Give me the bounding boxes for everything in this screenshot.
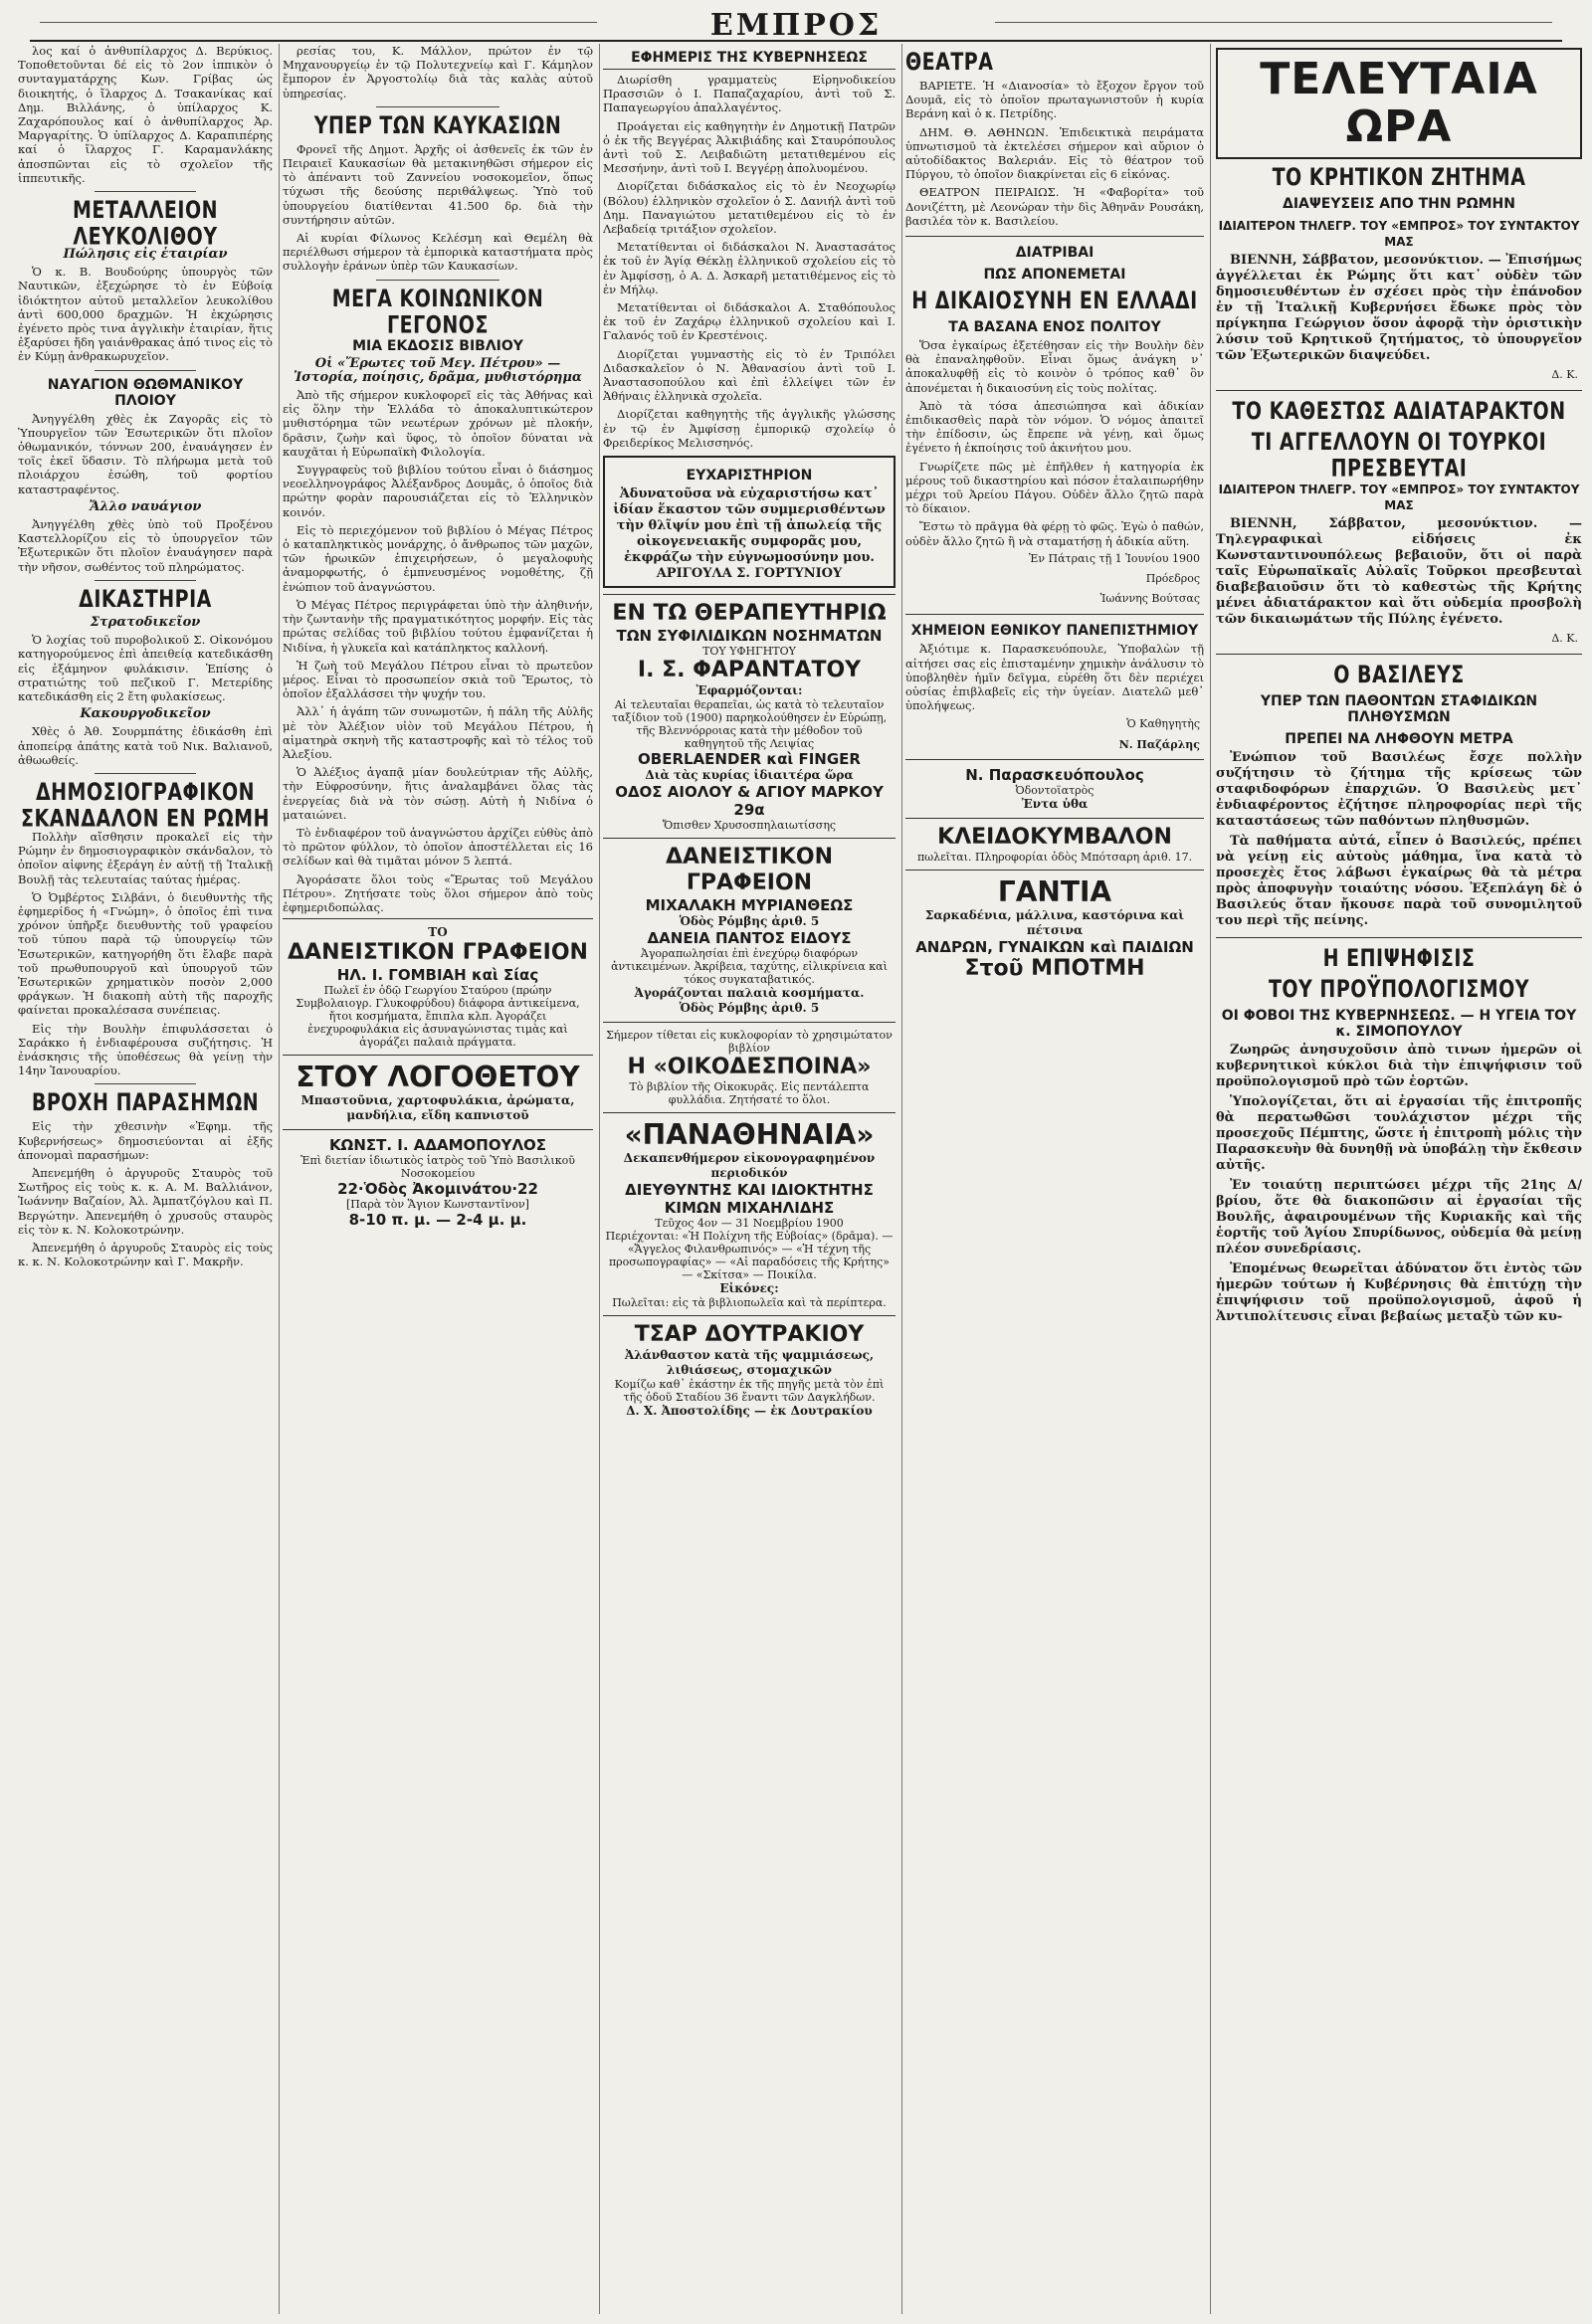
advertisement-gantia xyxy=(905,870,1204,988)
divider xyxy=(376,106,500,107)
article-text: Ἐνώπιον τοῦ Βασιλέως ἔσχε πολλὴν συζήτησιν τὸ ζήτημα τῆς κρίσεως τῶν σταφιδοφόρων ἐπαρχιῶν. Ὁ Βασιλεὺς μετ᾽ ἐνδιαφέροντος ἐζήτησε πληροφορίας περὶ τῆς καταστάσεως τῶν παθόντων πληθυσμῶν. xyxy=(1216,750,1582,830)
article-text: Εἰς τὸ περιεχόμενον τοῦ βιβλίου ὁ Μέγας Πέτρος ὁ καταπληκτικὸς μονάρχης, ὁ ἄνθρωπος τῶν μαχῶν, τῶν ἡρωικῶν ἐπιχειρήσεων, ὁ μεγαλοφυὴς ἀναμορφωτής, ὁ ἐμπνευσμένος νομοθέτης, ζῇ ἐνώπιον τοῦ ἀναγνώστου. xyxy=(283,522,593,594)
advertisement-kleidokymvalon xyxy=(905,818,1204,870)
signature-place: Ἐν Πάτραις τῇ 1 Ἰουνίου 1900 xyxy=(1028,551,1200,565)
advertisement-oikodespoina xyxy=(603,1022,896,1112)
headline-gegonos: ΜΕΓΑ ΚΟΙΝΩΝΙΚΟΝ ΓΕΓΟΝΟΣ xyxy=(331,285,544,339)
headline-efimeris: ΕΦΗΜΕΡΙΣ ΤΗΣ ΚΥΒΕΡΝΗΣΕΩΣ xyxy=(603,50,896,70)
ad-line: Σήμερον τίθεται εἰς κυκλοφορίαν τὸ χρησιμώτατον βιβλίον xyxy=(606,1029,893,1056)
column-2 xyxy=(283,44,600,2314)
article-text: Διορίζεται καθηγητὴς τῆς ἀγγλικῆς γλώσσης ἐν τῷ ἐν Ἀμφίσσῃ ἐμπορικῷ σχολείῳ ὁ Φρειδερίκος Μελισσηνός. xyxy=(603,407,896,450)
article-text: Ἀνηγγέλθη χθὲς ὑπὸ τοῦ Προξένου Καστελλορίζου εἰς τὸ ὑπουργεῖον τῶν Ἐξωτερικῶν ὅτι πλοῖον ἐναυάγησεν παρὰ τὴν νῆσον, σωθέντος τοῦ πληρώματος. xyxy=(18,517,273,574)
divider xyxy=(376,280,500,281)
ad-title: Η «ΟΙΚΟΔΕΣΠΟΙΝΑ» xyxy=(627,1055,872,1080)
ad-line: OBERLAENDER καὶ FINGER xyxy=(638,750,861,769)
ad-title: ΔΑΝΕΙΣΤΙΚΟΝ ΓΡΑΦΕΙΟΝ xyxy=(665,845,834,896)
ad-body: Περιέχονται: «Ἡ Πολίχνη τῆς Εὐβοίας» (δρᾶμα). — «Ἄγγελος Φιλανθρωπινός» — «Ἡ τέχνη τῆς προσωπογραφίας» — «Αἱ παραδόσεις τῆς Κρήτης» — «Σκίτσα» — Ποικίλα. xyxy=(605,1230,894,1282)
article-text: ΒΙΕΝΝΗ, Σάββατον, μεσονύκτιον. — Τηλεγραφικαὶ εἰδήσεις ἐκ Κωνσταντινουπόλεως βεβαιοῦν, ὅτι οἱ παρὰ ταῖς Εὐρωπαϊκαῖς Αὐλαῖς Τοῦρκοι πρεσβευταὶ διαβεβαιοῦσιν ὅτι τὸ καθεστὼς τῆς Κρήτης μένει ἀδιατάρακτον καὶ ὅτι οὐδεμία προσβολὴ τῶν δικαιωμάτων τῆς Πύλης ἐγένετο. xyxy=(1216,516,1582,628)
ad-title: ΓΑΝΤΙΑ xyxy=(997,874,1112,908)
ad-line: ΤΩΝ ΣΥΦΙΛΙΔΙΚΩΝ ΝΟΣΗΜΑΤΩΝ xyxy=(616,627,883,646)
divider xyxy=(95,1083,196,1084)
ad-line: Σαρκαδένια, μάλλινα, καστόρινα καὶ πέτσινα xyxy=(924,907,1185,937)
book-title: Οἱ «Ἔρωτες τοῦ Μεγ. Πέτρου» — Ἱστορία, ποίησις, δρᾶμα, μυθιστόρημα xyxy=(294,355,582,385)
headline-navagion: ΝΑΥΑΓΙΟΝ ΘΩΘΜΑΝΙΚΟΥ ΠΛΟΙΟΥ xyxy=(47,376,244,409)
headline-theatra: ΘΕΑΤΡΑ xyxy=(905,48,994,77)
signature-role: Πρόεδρος xyxy=(1145,572,1200,586)
subheadline: ΟΙ ΦΟΒΟΙ ΤΗΣ ΚΥΒΕΡΝΗΣΕΩΣ. — Η ΥΓΕΙΑ ΤΟΥ κ. ΣΙΜΟΠΟΥΛΟΥ xyxy=(1221,1008,1577,1041)
article-text: Φρονεῖ τῆς Δημοτ. Ἀρχῆς οἱ ἀσθενεῖς ἐκ τῶν ἐν Πειραιεῖ Καυκασίων θὰ μετακινηθῶσι σήμερον εἰς τὸ ἀπέναντι τοῦ Ζαννείου νοσοκομεῖον, ὅπως τύχωσι τῆς δεούσης περιθάλψεως. Ὑπὸ τοῦ ὑπουργείου διατίθενται 41.500 δρ. διὰ τὴν συντήρησιν αὐτῶν. xyxy=(283,141,593,227)
advertisement-adamopoulos xyxy=(283,1129,593,1235)
column-1 xyxy=(18,44,280,2314)
ad-line: ΗΛ. Ι. ΓΟΜΒΙΑΗ καὶ Σίας xyxy=(336,966,539,985)
ad-line: Δεκαπενθήμερον εἰκονογραφημένον περιοδικόν xyxy=(623,1151,876,1181)
article-text: Ὁ λοχίας τοῦ πυροβολικοῦ Σ. Οἰκονόμου κατηγορούμενος ἐπὶ ἀπειθείᾳ κατεδικάσθη εἰς ἑξάμηνον φυλάκισιν. Ἐπίσης ὁ στρατιώτης τοῦ πεζικοῦ Γ. Μετερίδης κατεδικάσθη εἰς 2 ἔτη φυλακίσεως. xyxy=(18,633,273,703)
ad-line: ΟΔΟΣ ΑΙΟΛΟΥ & ΑΓΙΟΥ ΜΑΡΚΟΥ 29α xyxy=(615,783,884,820)
signature-name: Ν. Παζάρλης xyxy=(1118,737,1200,751)
advertisement-daneistikon xyxy=(283,918,593,1055)
divider xyxy=(905,614,1204,615)
article-text: Ἀνηγγέλθη χθὲς ἐκ Ζαγορᾶς εἰς τὸ Ὑπουργεῖον τῶν Ἐσωτερικῶν ὅτι πλοῖον ὀθωμανικόν, τόννων 200, ἐναυάγησεν ἐν τοῖς ἐκεῖ ὕδασιν. Τὸ πλήρωμα μετὰ τοῦ πλοιάρχου ἐσώθη, τοῦ φορτίου καταστραφέντος. xyxy=(18,411,273,496)
article-text: Ἀπὸ τῆς σήμερον κυκλοφορεῖ εἰς τὰς Ἀθήνας καὶ εἰς ὅλην τὴν Ἑλλάδα τὸ ἀποκαλυπτικώτερον μυθιστόρημα τῶν νεωτέρων χρόνων μὲ πλοκήν, δρᾶσιν, ζωὴν καὶ ὕφος, τὸ ὁποῖον δύναται νὰ καυχᾶται ἡ Εὐρωπαϊκὴ Φιλολογία. xyxy=(283,388,593,459)
divider xyxy=(1216,654,1582,655)
ad-line: Μπαστοῦνια, χαρτοφυλάκια, ἀρώματα, μανδήλια, εἴδη καπνιστοῦ xyxy=(300,1093,575,1123)
ad-title: ΕΝ ΤΩ ΘΕΡΑΠΕΥΤΗΡΙΩ xyxy=(612,601,887,627)
ad-line: Ἀλάνθαστον κατὰ τῆς ψαμμιάσεως, λιθιάσεως, στομαχικῶν xyxy=(624,1348,875,1378)
article-text: Διορίζεται γυμναστὴς εἰς τὸ ἐν Τριπόλει Διδασκαλεῖον ὁ Ν. Ἀθανασίου ἀντὶ τοῦ Ι. Ἀναστασοπούλου καὶ ἐπὶ ἐλλείψει τῶν ἐν Ἀθήναις ἑλληνικὰ σχολεῖα. xyxy=(603,346,896,404)
headline-dikastiria: ΔΙΚΑΣΤΗΡΙΑ xyxy=(79,585,212,614)
ad-line: ΚΙΜΩΝ ΜΙΧΑΗΛΙΔΗΣ xyxy=(664,1199,835,1218)
ad-title: Ν. Παρασκευόπουλος xyxy=(965,765,1144,784)
article-text: Ἀπενεμήθη ὁ ἀργυροῦς Σταυρὸς εἰς τοὺς κ. κ. Ν. Κολοκοτρώνην καὶ Γ. Μακρῆν. xyxy=(18,1241,273,1269)
ad-body: Ἀγοραπωλησίαι ἐπὶ ἐνεχύρῳ διαφόρων ἀντικειμένων. Ἀκρίβεια, ταχύτης, εἰλικρίνεια καὶ τόκος συγκαταβατικός. xyxy=(611,947,888,987)
article-text: Ἐπομένως θεωρεῖται ἀδύνατον ὅτι ἐντὸς τῶν ἡμερῶν τούτων ἡ Κυβέρνησις θὰ ἐπιτύχῃ τὴν ἐπιψήφισιν τοῦ προϋπολογισμοῦ, ἀφοῦ ἡ Ἀντιπολίτευσις εἶναι βεβαίως μεταξὺ τῶν κυ- xyxy=(1216,1261,1582,1325)
article-text: Εἰς τὴν χθεσινὴν «Ἐφημ. τῆς Κυβερνήσεως» δημοσιεύονται αἱ ἑξῆς ἀπονομαὶ παρασήμων: xyxy=(18,1119,273,1162)
divider xyxy=(95,191,196,192)
advertisement-tsar-doutrakiou xyxy=(603,1315,896,1425)
ad-line: 22·Ὁδὸς Ἀκομινάτου·22 xyxy=(337,1180,538,1199)
ad-line: ΜΙΧΑΛΑΚΗ ΜΥΡΙΑΝΘΕΩΣ xyxy=(645,896,854,915)
ad-line: Ι. Σ. ΦΑΡΑΝΤΑΤΟΥ xyxy=(637,658,862,683)
ad-line: ΑΝΔΡΩΝ, ΓΥΝΑΙΚΩΝ καὶ ΠΑΙΔΙΩΝ xyxy=(915,937,1194,956)
article-text: Εἰς τὴν Βουλὴν ἐπιφυλάσσεται ὁ Σαράκκο ἡ ἐνδιαφέρουσα συζήτησις. Ἡ ἐνάσκησις τῆς ὑποθέσεως θὰ γείνῃ τὴν 14ην Ἰανουαρίου. xyxy=(18,1021,273,1078)
article-text: Ὁ κ. Β. Βουδούρης ὑπουργὸς τῶν Ναυτικῶν, ἐξεχώρησε τὸ ἐν Εὐβοίᾳ ἰδιόκτητον αὐτοῦ μεταλλεῖον λευκολίθου ἀντὶ 600,000 δραχμῶν. Ἡ ἐκχώρησις ἐγένετο πρὸς τινα ἀγγλικὴν ἑταιρίαν, ἥτις ἐξαρύσει ἤδη γαιάνθρακας ἀπό τινος εἰς τὸ ἐν Κύμῃ ἀνθρακωρυχεῖον. xyxy=(18,265,273,364)
ad-line: ΔΙΕΥΘΥΝΤΗΣ ΚΑΙ ΙΔΙΟΚΤΗΤΗΣ xyxy=(625,1181,874,1200)
advertisement-logothetou xyxy=(283,1055,593,1129)
article-text: Ἔστω τὸ πρᾶγμα θὰ φέρῃ τὸ φῶς. Ἐγὼ ὁ παθών, οὐδὲν ἄλλο ζητῶ ἢ νὰ σταματήσῃ ἡ ἀδικία αὕτη. xyxy=(905,519,1204,548)
article-text: Ἐν τοιαύτῃ περιπτώσει μέχρι τῆς 21ης Δ/βρίου, ὅτε θὰ διακοπῶσιν αἱ ἐργασίαι τῆς Βουλῆς, ἀφαιρουμένων τῆς Κυριακῆς καὶ τῆς ἑορτῆς τοῦ Ἁγίου Σπυρίδωνος, οὐδεμία θὰ μείνῃ πλέον συνεδρίασις. xyxy=(1216,1178,1582,1258)
ad-line: Ἀγοράζονται παλαιὰ κοσμήματα. xyxy=(634,986,865,1001)
article-text: λος καί ὁ ἀνθυπίλαρχος Δ. Βερύκιος. Τοποθετοῦνται δέ εἰς τὸ 2ον ἱππικὸν ὁ συνταγματάρχης Κων. Γρίβας ὡς διοικητής, ὁ ἴλαρχος Δ. Τσακανίκας καί Δημ. Βιλλάνης, ὁ ὑπίλαρχος Κ. Ζαχαρόπουλος καί ὁ ἀνθυπίλαρχος Ἀρ. Μαργαρίτης. Ὁ ὑπίλαρχος Δ. Καραπιπέρης καί ὁ ἴλαρχος Γ. Καραμανλάκης ἀποσπῶνται εἰς τὸ σχολεῖον τῆς ἱππευτικῆς. xyxy=(18,44,273,185)
divider xyxy=(905,236,1204,237)
article-text: Ἀγοράσατε ὅλοι τοὺς «Ἔρωτας τοῦ Μεγάλου Πέτρου». Ζητήσατε τοὺς ὅλοι σήμερον ἀπὸ τοὺς ἐφημεριδοπώλας. xyxy=(283,872,593,914)
divider xyxy=(1216,390,1582,391)
divider xyxy=(1216,937,1582,938)
ad-line: Στοῦ ΜΠΟΤΜΗ xyxy=(964,955,1145,981)
subheadline: ΤΟΥ ΠΡΟΫΠΟΛΟΓΙΣΜΟΥ xyxy=(1268,976,1530,1004)
ad-title: ΔΑΝΕΙΣΤΙΚΟΝ ΓΡΑΦΕΙΟΝ xyxy=(288,940,588,966)
divider xyxy=(95,370,196,371)
divider xyxy=(95,773,196,774)
article-text: ΔΗΜ. Θ. ΑΘΗΝΩΝ. Ἐπιδεικτικὰ πειράματα ὑπνωτισμοῦ τὰ ἐκτελέσει σήμερον καὶ αὔριον ὁ αὐτοδίδακτος Βαλεριάν. Εἰς τὸ θέατρον τοῦ Πύργου, τὸ ὁποῖον διακρίνεται εἰς 6 εἰκόνας. xyxy=(905,124,1204,182)
ad-body: Κομίζω καθ᾽ ἑκάστην ἐκ τῆς πηγῆς μετὰ τὸν ἐπὶ τῆς ὁδοῦ Σταδίου 36 ἔναντι τῶν Δαγκλήδων. xyxy=(614,1378,885,1405)
signature-role: Ὁ Καθηγητὴς xyxy=(1126,716,1200,730)
signature: Δ. Κ. xyxy=(1551,368,1578,381)
signature-name: Ἰωάννης Βούτσας xyxy=(1099,592,1200,606)
article-text: Ὁ Ὀμβέρτος Σιλβάνι, ὁ διευθυντὴς τῆς ἐφημερίδος ἡ «Γνώμη», ὁ ὁποῖος ἐπὶ τινα χρόνον ὑπῆρξε διευθυντὴς τοῦ γραφείου τοῦ τύπου παρὰ τῷ ὑπουργείῳ τῶν Ἐσωτερικῶν, κατηγορήθη ὅτι ἔλαβε παρὰ τοῦ πρωθυπουργοῦ καὶ ὑπουργοῦ τῶν Ἐσωτερικῶν χρηματικὸν ποσὸν 2,000 φράγκων. Ἡ διακοπὴ αὐτὴ τῆς παροχῆς φαίνεται προκαλέσασα συνέπειας. xyxy=(18,889,273,1018)
article-text: ΘΕΑΤΡΟΝ ΠΕΙΡΑΙΩΣ. Ἡ «Φαβορίτα» τοῦ Δονιζέττη, μὲ Λεονώραν τὴν δὶς Ἀθηνᾶν Ρουσάκη, βασιλέα τὸν κ. Βασιλείου. xyxy=(905,185,1204,228)
notice-signature: ΑΡΙΓΟΥΛΑ Σ. ΓΟΡΤΥΝΙΟΥ xyxy=(656,566,843,582)
headline-vasilefs: Ο ΒΑΣΙΛΕΥΣ xyxy=(1333,662,1465,689)
article-text: Ὅσα ἐγκαίρως ἐξετέθησαν εἰς τὴν Βουλὴν δὲν θὰ ἐπαναληφθοῦν. Εἶναι ὅμως ἀνάγκη ν᾽ ἀποκαλυφθῇ εἰς τὸ κοινὸν ὁ τρόπος καθ᾽ ὃν ἀπονέμεται ἡ δικαιοσύνη εἰς τοὺς πολίτας. xyxy=(905,338,1204,395)
article-text: Συγγραφεὺς τοῦ βιβλίου τούτου εἶναι ὁ διάσημος νεοελληνογράφος Ἀλέξανδρος Δουμᾶς, ὁ ὁποῖος διὰ πρώτην φορὰν παρουσιάζεται εἰς τὸ Ἑλληνικὸν κοινόν. xyxy=(283,463,593,519)
article-text: Αἱ κυρίαι Φίλωνος Κελέσμη καὶ Θεμέλη θὰ περιέλθωσι σήμερον τὰ ἐμπορικὰ καταστήματα πρὸς συλλογὴν ἐράνων ὑπὲρ τῶν Καυκασίων. xyxy=(283,231,593,274)
ad-line: πωλεῖται. Πληροφορίαι ὁδὸς Μπότσαρη ἀριθ. 17. xyxy=(916,850,1193,864)
subheadline: Κακουργοδικεῖον xyxy=(80,706,211,722)
article-text: Πολλὴν αἴσθησιν προκαλεῖ εἰς τὴν Ρώμην ἐν δημοσιογραφικὸν σκάνδαλον, τὸ ὁποῖον αἰφνης ἐξεράγη ἐν αὐτῇ τῇ Ἰταλικῇ Βουλῇ τὰς τελευταίας ταύτας ἡμέρας. xyxy=(18,829,273,886)
ad-title: ΤΣΑΡ ΔΟΥΤΡΑΚΙΟΥ xyxy=(634,1322,865,1348)
ad-line: Τεῦχος 4ον — 31 Νοεμβρίου 1900 xyxy=(655,1217,844,1231)
headline-vrochi: ΒΡΟΧΗ ΠΑΡΑΣΗΜΩΝ xyxy=(31,1089,260,1117)
ad-line: Διὰ τὰς κυρίας ἰδιαιτέρα ὥρα xyxy=(645,768,854,783)
ad-title: ΚΛΕΙΔΟΚΥΜΒΑΛΟΝ xyxy=(937,824,1172,850)
masthead xyxy=(30,6,1562,42)
article-text: Ὑπολογίζεται, ὅτι αἱ ἐργασίαι τῆς ἐπιτροπῆς θὰ περατωθῶσι τουλάχιστον μέχρι τῆς προσεχοῦς Πέμπτης, ὥστε ἡ ἐπιτροπὴ μόλις τὴν Παρασκευὴν θὰ δυνηθῇ νὰ ὑποβάλῃ τὴν ἔκθεσιν αὐτῆς. xyxy=(1216,1094,1582,1174)
ad-line: Εἰκόνες: xyxy=(719,1281,779,1296)
article-text: Διωρίσθη γραμματεὺς Εἰρηνοδικείου Πρασσιῶν ὁ Ι. Παπαζαχαρίου, ἀντὶ τοῦ Σ. Παπαγεωργίου ἀπαλλαγέντος. xyxy=(603,73,896,115)
article-text: Ὁ Μέγας Πέτρος περιγράφεται ὑπὸ τὴν ἀληθινήν, τὴν ζωντανὴν τῆς πραγματικότητος μορφήν. Εἰς τὰς πρώτας σελίδας τοῦ βιβλίου τούτου ἐμφανίζεται ἡ Νιδίνα, ἡ γλυκεῖα καὶ κατάπληκτος καλλονή. xyxy=(283,597,593,655)
subheadline: Στρατοδικεῖον xyxy=(90,614,201,630)
article-text: Ἀπὸ τὰ τόσα ἀπεσιώπησα καὶ ἀδικίαν ἐπιδικασθεὶς παρὰ τὸν νόμον. Ὁ νόμος ἀπαιτεῖ τὴν ἐπίδοσιν, ὡς ἔπρεπε νὰ γένῃ, καὶ ὅμως ἐγένετο ἡ ἐκποίησις τοῦ ἀκινήτου μου. xyxy=(905,398,1204,456)
article-text: Διορίζεται διδάσκαλος εἰς τὸ ἐν Νεοχωρίῳ (Βόλου) ἑλληνικὸν σχολεῖον ὁ Σ. Δανιήλ ἀντὶ τοῦ Δημ. Παναγιώτου μετατιθεμένου εἰς τὸ ἐν Λεβαδείᾳ τριτάξιον σχολεῖον. xyxy=(603,179,896,237)
ad-line: ΔΑΝΕΙΑ ΠΑΝΤΟΣ ΕΙΔΟΥΣ xyxy=(647,929,852,948)
notice-body: Ἀδυνατοῦσα νὰ εὐχαριστήσω κατ᾽ ἰδίαν ἕκαστον τῶν συμμερισθέντων τὴν θλῖψίν μου ἐπὶ τῇ ἀπωλείᾳ τῆς οἰκογενειακῆς συμφορᾶς μου, ἐκφράζω τὴν εὐγνωμοσύνην μου. xyxy=(613,486,886,566)
article-text: Ἀλλ᾽ ἡ ἀγάπη τῶν συνωμοτῶν, ἡ πάλη τῆς Αὐλῆς μὲ τὸν Ἀλέξιον υἱὸν τοῦ Μεγάλου Πέτρου, ἡ αἱματηρὰ σκηνὴ τῆς καταστροφῆς καὶ τὸ τέλος τοῦ Ἀλεξίου. xyxy=(283,704,593,761)
ad-line: Δ. Χ. Ἀποστολίδης — ἐκ Δουτρακίου xyxy=(626,1404,873,1419)
notice-eucharistirion xyxy=(603,456,896,588)
ad-line: Ὄπισθεν Χρυσοσπηλαιωτίσσης xyxy=(662,819,837,833)
article-text: ρεσίας του, Κ. Μάλλον, πρώτον ἐν τῷ Μηχανουργείῳ ἐν τῷ Πολυτεχνείῳ καὶ Γ. Κάμηλον ἔμπορον ἐν Ἀργοστολίῳ διὰ τὰς καλὰς αὐτοῦ ὑπηρεσίας. xyxy=(283,44,593,100)
advertisement-panathinaia xyxy=(603,1112,896,1315)
ad-line: 8-10 π. μ. — 2-4 μ. μ. xyxy=(348,1211,527,1230)
ad-line: Ὁδὸς Ρόμβης ἀριθ. 5 xyxy=(679,914,820,929)
headline-dikaiosyni: Η ΔΙΚΑΙΟΣΥΝΗ ΕΝ ΕΛΛΑΔΙ xyxy=(911,287,1198,315)
article-text: Προάγεται εἰς καθηγητὴν ἐν Δημοτικῇ Πατρῶν ὁ ἐκ τῆς Βεγγέρας Ἀλκιβιάδης καὶ Σταυρόπουλος ἀντὶ τοῦ Σ. Λειβαδιῶτη μετατιθεμένου εἰς Μεσσήνην, ἀντὶ τοῦ Ι. Βεγγέρῃ ἀπολυομένου. xyxy=(603,118,896,176)
article-text: ΒΙΕΝΝΗ, Σάββατον, μεσονύκτιον. — Ἐπισήμως ἀγγέλλεται ἐκ Ρώμης ὅτι κατ᾽ οὐδὲν τῶν δημοσιευθέντων ἐν σχέσει πρὸς τὴν ἐπάνοδον ἐν τῇ Ἰταλικῇ Κυβερνήσει ἔδωκε πρὸς τὸν πρίγκηπα Γεώργιον ὅσον ἀφορᾷ τὴν ὁριστικὴν λύσιν τοῦ Κρητικοῦ ζητήματος, τὸ ὑπουργεῖον τῶν Ἐξωτερικῶν διαψεύδει. xyxy=(1216,253,1582,363)
ad-line: Ἐπὶ διετίαν ἰδιωτικὸς ἰατρὸς τοῦ Ὑπὸ Βασιλικοῦ Νοσοκομείου xyxy=(300,1154,575,1181)
subheadline: ΜΙΑ ΕΚΔΟΣΙΣ ΒΙΒΛΙΟΥ xyxy=(352,337,523,354)
advertisement-therapeutirion xyxy=(603,594,896,838)
subheadline: ΤΙ ΑΓΓΕΛΛΟΥΝ ΟΙ ΤΟΥΡΚΟΙ ΠΡΕΣΒΕΥΤΑΙ xyxy=(1251,428,1547,483)
ad-title: ΚΩΝΣΤ. Ι. ΑΔΑΜΟΠΟΥΛΟΣ xyxy=(328,1136,547,1155)
ad-line: ΤΟΥ ΥΦΗΓΗΤΟΥ xyxy=(702,645,796,659)
headline-metalleion: ΜΕΤΑΛΛΕΙΟΝ ΛΕΥΚΟΛΙΘΟΥ xyxy=(72,196,219,251)
article-text: Χθὲς ὁ Ἀθ. Σουρμπάτης ἐδικάσθη ἐπὶ ἀποπείρᾳ ἀπάτης κατὰ τοῦ Νικ. Βαλιανοῦ, ἀθωωθείς. xyxy=(18,724,273,767)
headline-kathestos: ΤΟ ΚΑΘΕΣΤΩΣ ΑΔΙΑΤΑΡΑΚΤΟΝ xyxy=(1232,397,1566,426)
headline-line: ΠΩΣ ΑΠΟΝΕΜΕΤΑΙ xyxy=(983,267,1126,284)
ad-line: Πωλεῖται: εἰς τὰ βιβλιοπωλεῖα καὶ τὰ περίπτερα. xyxy=(612,1296,887,1310)
article-text: Ἀπενεμήθη ὁ ἀργυροῦς Σταυρὸς τοῦ Σωτῆρος εἰς τοὺς κ. κ. Α. Μ. Βαλλιάνον, Ἰωάννην Βαζαίον, Ἀλ. Ἀμπατζόγλου καὶ Π. Βεργώτην. Ἀπενεμήθη ὁ χρυσοῦς σταυρὸς εἰς τὸν κ. Ν. Κολοκοτρώνην. xyxy=(18,1165,273,1237)
ad-line: Ὁδὸς Ρόμβης ἀριθ. 5 xyxy=(679,1001,820,1016)
subheadline: ΥΠΕΡ ΤΩΝ ΠΑΘΟΝΤΩΝ ΣΤΑΦΙΔΙΚΩΝ ΠΛΗΘΥΣΜΩΝ xyxy=(1260,693,1538,726)
ad-line: Ὀδοντοϊατρὸς xyxy=(1015,783,1094,797)
signature: Δ. Κ. xyxy=(1551,632,1578,646)
headline-kaukasion: ΥΠΕΡ ΤΩΝ ΚΑΥΚΑΣΙΩΝ xyxy=(313,111,562,140)
advertisement-odontoiatros xyxy=(905,759,1204,818)
telegram-source: ΙΔΙΑΙΤΕΡΟΝ ΤΗΛΕΓΡ. ΤΟΥ «ΕΜΠΡΟΣ» ΤΟΥ ΣΥΝΤΑΚΤΟΥ ΜΑΣ xyxy=(1218,219,1580,249)
article-text: Γνωρίζετε πῶς μὲ ἐπῆλθεν ἡ κατηγορία ἐκ μέρους τοῦ δικαστηρίου καὶ πόσον ἐταλαιπωρήθην μέχρι τοῦ Ἀρείου Πάγου. Οὐδὲν ἄλλο ζητῶ παρὰ τὸ δίκαιον. xyxy=(905,459,1204,516)
newspaper-title: ΕΜΠΡΟΣ xyxy=(709,8,883,43)
headline-diatrivai: ΔΙΑΤΡΙΒΑΙ xyxy=(1015,245,1094,262)
article-text: Μετατίθενται οἱ διδάσκαλοι Α. Σταθόπουλος ἐκ τοῦ ἐν Ζαχάρῳ ἑλληνικοῦ σχολείου καὶ Ι. Γαλανός τοῦ ἐν Κρεστένοις. xyxy=(603,300,896,343)
headline-skandalon: ΔΗΜΟΣΙΟΓΡΑΦΙΚΟΝ ΣΚΑΝΔΑΛΟΝ ΕΝ ΡΩΜΗ xyxy=(21,778,270,833)
headline-epipsifisis: Η ΕΠΙΨΗΦΙΣΙΣ xyxy=(1322,945,1476,973)
column-3 xyxy=(603,44,902,2314)
headline-kritikon: ΤΟ ΚΡΗΤΙΚΟΝ ΖΗΤΗΜΑ xyxy=(1272,163,1526,192)
headline-chimeion: ΧΗΜΕΙΟΝ ΕΘΝΙΚΟΥ ΠΑΝΕΠΙΣΤΗΜΙΟΥ xyxy=(910,623,1199,640)
article-text: ΒΑΡΙΕΤΕ. Ἡ «Διανοσία» τὸ ἔξοχον ἔργον τοῦ Δουμᾶ, εἰς τὸ ὁποῖον πρωταγωνιστοῦν ἡ κυρία Βεράνη καὶ ὁ κ. Πετρίδης. xyxy=(905,79,1204,121)
ad-line: ΤΟ xyxy=(428,925,448,940)
subheadline: ΤΑ ΒΑΣΑΝΑ ΕΝΟΣ ΠΟΛΙΤΟΥ xyxy=(948,319,1161,336)
notice-title: ΕΥΧΑΡΙΣΤΗΡΙΟΝ xyxy=(686,468,813,484)
article-text: Ζωηρῶς ἀνησυχοῦσιν ἀπὸ τινων ἡμερῶν οἱ κυβερνητικοὶ κύκλοι διὰ τὴν ἐπιψήφισιν τοῦ προϋπολογισμοῦ πρὸ τῶν ἑορτῶν. xyxy=(1216,1043,1582,1090)
article-text: Τὰ παθήματα αὐτά, εἶπεν ὁ Βασιλεύς, πρέπει νὰ γείνῃ εἰς αὐτοὺς μάθημα, ἵνα κατὰ τὸ προσεχὲς ἔτος λάβωσι ἐγκαίρως θὰ τὰ μέτρα πρὸς ἀποφυγὴν τοιαύτης νόσου. Ἐξεπλάγη δὲ ὁ Βασιλεύς ὅταν ἤκουσε παρὰ τοῦ συνομιλητοῦ του περὶ τῆς πείνης. xyxy=(1216,834,1582,929)
ad-body: Αἱ τελευταῖαι θεραπεῖαι, ὡς κατὰ τὸ τελευταῖον ταξίδιον τοῦ (1900) παρηκολούθησεν ἐν Εὐρώπῃ, τῆς Βλεννόρροιας κατὰ τὴν μέθοδον τοῦ καθηγητοῦ τῆς Λειψίας xyxy=(611,698,888,751)
ad-body: Πωλεῖ ἐν ὁδῷ Γεωργίου Σταύρου (πρώην Συμβολαιογρ. Γλυκοφρύδου) διάφορα ἀντικείμενα, ἤτοι κοσμήματα, ἔπιπλα κλπ. Ἀγοράζει ἐνεχυροφυλάκια εἰς ἀσυναγώνιστας τιμὰς καὶ ἀγοράζει παλαιὰ πράγματα. xyxy=(296,984,580,1050)
article-text: Ὁ Ἀλέξιος ἀγαπᾷ μίαν δουλεύτριαν τῆς Αὐλῆς, τὴν Εὐφροσύνην, ἥτις ἀναλαμβάνει ὅλας τὰς ἐνεργείας διὰ νὰ τὸν σώσῃ. Αὐτὴ ἡ Νιδίνα ὁ ματαιώνει. xyxy=(283,765,593,822)
article-text: Μετατίθενται οἱ διδάσκαλοι Ν. Ἀναστασάτος ἐκ τοῦ ἐν Ἁγίᾳ Θέκλῃ ἑλληνικοῦ σχολείου εἰς τὸ ἐν Ἀμφίσσῃ, ὁ Α. Δ. Ἀσκαρῆ μετατιθέμενος εἰς τὸ ἐν Μήλῳ. xyxy=(603,240,896,296)
ad-title: «ΠΑΝΑΘΗΝΑΙΑ» xyxy=(624,1118,875,1152)
article-text: Τὸ ἐνδιαφέρον τοῦ ἀναγνώστου ἀρχίζει εὐθὺς ἀπὸ τὸ πρῶτον φύλλον, τὸ ὁποῖον ἀποστέλλεται εἰς 16 σελίδων καὶ θὰ τιμᾶται μόνον 5 λεπτά. xyxy=(283,825,593,869)
divider xyxy=(95,580,196,581)
ad-line: [Παρὰ τὸν Ἅγιον Κωνσταντῖνον] xyxy=(346,1198,529,1212)
column-5 xyxy=(1216,44,1582,2314)
ad-line: Ἐφαρμόζονται: xyxy=(696,683,803,698)
ad-title: ΣΤΟΥ ΛΟΓΟΘΕΤΟΥ xyxy=(296,1061,580,1094)
column-4 xyxy=(905,44,1211,2314)
masthead-rule-right xyxy=(995,22,1552,23)
advertisement-myrianthi xyxy=(603,838,896,1022)
banner-teleftaia-ora: ΤΕΛΕΥΤΑΙΑ ΩΡΑ xyxy=(1216,48,1582,159)
article-text: Ἀξιότιμε κ. Παρασκευόπουλε, Ὑποβαλὼν τῇ αἰτήσει σας εἰς ἐπισταμένην χημικὴν ἀνάλυσιν τὸ ὑποβληθὲν ἡμῖν δεῖγμα, εὑρέθη ὅτι δὲν περιέχει οὐσίας ἐπιβλαβεῖς εἰς τὴν ὑγείαν. Διατελῶ μεθ᾽ ὑπολήψεως. xyxy=(905,642,1204,713)
telegram-source: ΙΔΙΑΙΤΕΡΟΝ ΤΗΛΕΓΡ. ΤΟΥ «ΕΜΠΡΟΣ» ΤΟΥ ΣΥΝΤΑΚΤΟΥ ΜΑΣ xyxy=(1218,483,1580,513)
subheadline: Ἄλλο ναυάγιον xyxy=(89,498,202,514)
article-text: Ἡ ζωὴ τοῦ Μεγάλου Πέτρου εἶναι τὸ πρωτεῦον μέρος. Εἶναι τὸ προσωπείον σκιὰ τοῦ Ἔρωτος, τὸ ὁποῖον ἐξαλλάσσει τὴν ψυχήν του. xyxy=(283,658,593,701)
subheadline: ΔΙΑΨΕΥΣΕΙΣ ΑΠΟ ΤΗΝ ΡΩΜΗΝ xyxy=(1283,196,1515,212)
subheadline: Πώλησις εἰς ἑταιρίαν xyxy=(63,247,228,263)
subheadline: ΠΡΕΠΕΙ ΝΑ ΛΗΦΘΟΥΝ ΜΕΤΡΑ xyxy=(1285,731,1513,748)
ad-line: Ἐντα ὑθα xyxy=(1021,796,1089,811)
ad-body: Τὸ βιβλίον τῆς Οἰκοκυρᾶς. Εἰς πεντάλεπτα φυλλάδια. Ζητήσατέ το ὅλοι. xyxy=(629,1080,870,1107)
